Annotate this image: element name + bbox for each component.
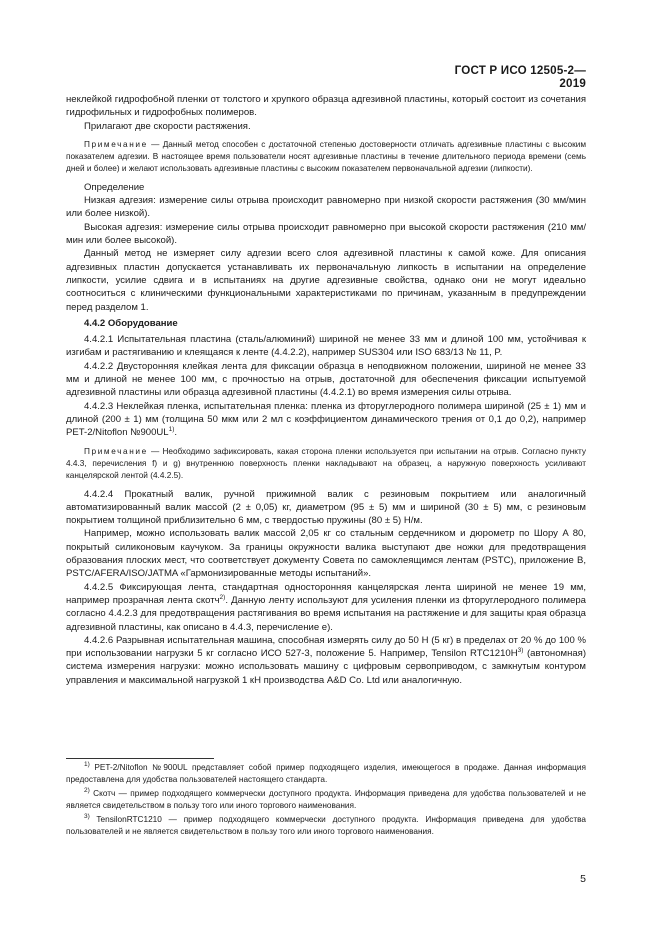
footnote bbox=[66, 814, 586, 837]
paragraph-text: . bbox=[174, 427, 178, 439]
paragraph-text: 4.4.2.6 Разрывная испытательная машина, способная измерять силу до 50 Н (5 кг) в пределах от 20 % до 100 % при использовании нагрузки 5 кг согласно ИСО 527-3, положение 5. Например, Tensilon RTC1210H bbox=[66, 634, 586, 660]
note bbox=[66, 139, 586, 175]
footnote-ref: 2) bbox=[219, 593, 226, 601]
standard-header: ГОСТ Р ИСО 12505-2—2019 bbox=[454, 64, 586, 90]
footnote-mark: 1) bbox=[84, 761, 90, 768]
paragraph: Низкая адгезия: измерение силы отрыва происходит равномерно при низкой скорости растяжения (30 мм/мин или более низкой). bbox=[66, 195, 586, 220]
note-label: Примечание bbox=[84, 139, 148, 149]
paragraph: Определение bbox=[84, 181, 145, 193]
paragraph: 4.4.2.2 Двусторонняя клейкая лента для фиксации образца в неподвижном положении, шириной не менее 33 мм и длиной не менее 100 мм, с прочностью на отрыв, достаточной для обеспечения фиксации испытуемой адгезивной пластины или образца адгезивной пластины (4.4.2.1) во время измерения силы отрыва. bbox=[66, 360, 586, 399]
paragraph: 4.4.2.1 Испытательная пластина (сталь/алюминий) шириной не менее 33 мм и длиной 100 мм, устойчивая к изгибам и растягиванию и клеящаяся к ленте (4.4.2.2), например SUS304 или ISO 683/13 № 11, P. bbox=[66, 334, 586, 359]
footnote-text: Скотч — пример подходящего коммерчески доступного продукта. Информация приведена для удобства пользователей и не является свидетельством в пользу того или иного торгового наименования. bbox=[66, 789, 586, 810]
paragraph bbox=[66, 581, 586, 634]
paragraph: 4.4.2.4 Прокатный валик, ручной прижимной валик с резиновым покрытием или аналогичный автоматизированный валик массой (2 ± 0,05) кг, диаметром (95 ± 5) мм и шириной (30 ± 5) мм, с резиновым покрытием толщиной приблизительно 6 мм, с твердостью пружины (80 ± 5) Н/м. bbox=[66, 488, 586, 527]
footnote-text: TensilonRTC1210 — пример подходящего коммерчески доступного продукта. Информация приведена для удобства пользователей и не является свидетельством в пользу того или иного торгового наименования. bbox=[66, 815, 586, 836]
note-text: — Данный метод способен с достаточной степенью достоверности отличать адгезивные пластины с высоким показателем адгезии. В настоящее время пользователи носят адгезивные пластины в течение длительного периода времени (семь дней и более) и желают использовать адгезивные пластины с высоким показателем первоначальной адгезии (липкости). bbox=[66, 139, 586, 173]
section-title: 4.4.2 Оборудование bbox=[84, 317, 178, 329]
paragraph-text: 4.4.2.5 Фиксирующая лента, стандартная односторонняя канцелярская лента шириной не менее 19 мм, например прозрачная лента скотч bbox=[66, 581, 586, 606]
footnotes bbox=[66, 762, 586, 841]
footnote-ref: 1) bbox=[168, 426, 175, 434]
paragraph: Например, можно использовать валик массой 2,05 кг со стальным сердечником и дюрометр по Шору A 80, покрытый силиконовым каучуком. За границы окружности валика выступают две ножки для предотвращения образования плоских мест, что соответствует документу Совета по самоклеящимся лентам (PSTC), приложение B, PSTC/AFERA/ISO/JATMA «Гармонизированные методы испытаний». bbox=[66, 528, 586, 580]
paragraph-text: 4.4.2.3 Неклейкая пленка, испытательная пленка: пленка из фторуглеродного полимера шириной (25 ± 1) мм и длиной (200 ± 1) мм (толщина 50 мкм или 2 мл с коэффициентом динамического трения от 0,1 до 0,2), например PET-2/Nitoflon №900UL bbox=[66, 400, 586, 439]
footnote-mark: 2) bbox=[84, 787, 90, 795]
paragraph-text: . Данную ленту используют для усиления пленки из фторуглеродного полимера согласно 4.4.2.3 для предотвращения растягивания во время испытания на растяжение и для защиты края образца адгезивной пластины, как описано в 4.4.3, перечисление e). bbox=[66, 594, 586, 633]
footnote-mark: 3) bbox=[84, 813, 90, 821]
paragraph: Высокая адгезия: измерение силы отрыва происходит равномерно при высокой скорости растяжения (210 мм/мин или более высокой). bbox=[66, 221, 586, 247]
footnote bbox=[66, 762, 586, 785]
footnote bbox=[66, 788, 586, 811]
paragraph bbox=[66, 634, 586, 687]
note-label: Примечание bbox=[84, 446, 148, 456]
footnote-text: PET-2/Nitoflon №900UL представляет собой пример подходящего изделия, имеющегося в продаже. Данная информация предоставлена для удобства пользователей настоящего стандарта. bbox=[66, 763, 586, 784]
note-text: — Необходимо зафиксировать, какая сторона пленки используется при испытании на отрыв. Согласно пункту 4.4.3, перечисления f) и g) внутреннюю поверхность пленки накладывают на образец, а наружную поверхность усиливают канцелярской лентой (4.4.2.5). bbox=[66, 446, 586, 480]
paragraph bbox=[66, 400, 586, 440]
note bbox=[66, 446, 586, 482]
footnote-divider bbox=[66, 758, 214, 759]
paragraph-text: (автономная) система измерения нагрузки: можно использовать машину с цифровым сервоприводом, с замкнутым контуром управления и максимальной нагрузкой 1 кН производства A&D Co. Ltd или аналогичную. bbox=[66, 648, 586, 686]
paragraph: неклейкой гидрофобной пленки от толстого и хрупкого образца адгезивной пластины, который состоит из сочетания гидрофильных и гидрофобных полимеров. bbox=[66, 94, 586, 119]
paragraph: Прилагают две скорости растяжения. bbox=[84, 120, 251, 132]
footnote-ref: 3) bbox=[517, 647, 524, 655]
paragraph: Данный метод не измеряет силу адгезии всего слоя адгезивной пластины к самой коже. Для описания адгезивных пластин допускается устанавливать их первоначальную липкость в испытании на определение липкости, усилие сдвига и в испытаниях на другие адгезивные свойства, однако они не могут идеально соотноситься с клиническими функциональными характеристиками по причинам, указанным в предупреждении перед разделом 1. bbox=[66, 248, 586, 313]
page-number: 5 bbox=[580, 873, 586, 885]
main-text bbox=[66, 93, 586, 687]
